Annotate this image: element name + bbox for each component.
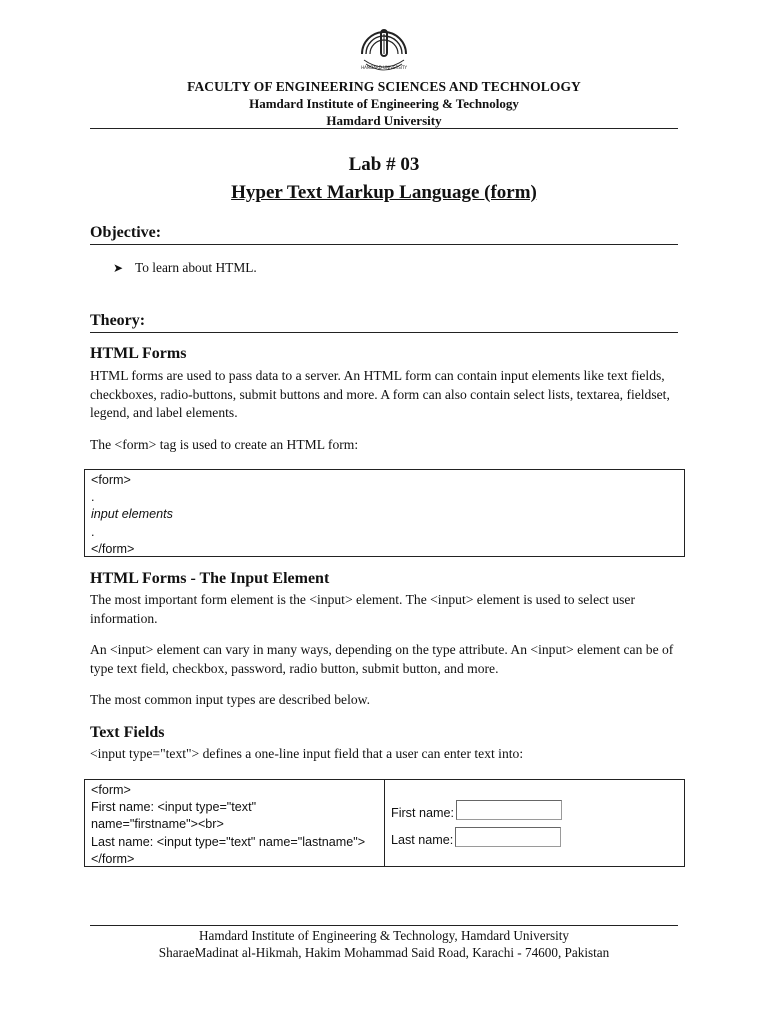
objective-rule [90, 244, 678, 245]
theory-rule [90, 332, 678, 333]
footer-rule [90, 925, 678, 926]
code-line: Last name: <input type="text" name="lastname"> [91, 834, 366, 849]
lab-number: Lab # 03 [348, 154, 420, 175]
last-name-input[interactable] [455, 827, 561, 847]
input-paragraph-3: The most common input types are described below. [90, 692, 370, 707]
code-line: <form> [91, 783, 131, 797]
code-line: . [91, 524, 95, 539]
code-line: <form> [91, 473, 131, 487]
input-paragraph-2: An <input> element can vary in many ways, depending on the type attribute. An <input> element can be of type text field, checkbox, password, radio button, submit button, and more. [90, 642, 674, 676]
first-name-row [391, 796, 678, 823]
university-logo [354, 24, 414, 76]
theory-heading: Theory: [90, 312, 146, 329]
text-fields-paragraph: <input type="text"> defines a one-line input field that a user can enter text into: [90, 746, 524, 761]
first-name-label: First name: [391, 805, 454, 820]
code-line: . [91, 490, 95, 505]
code-line: input elements [91, 507, 173, 522]
html-forms-heading: HTML Forms [90, 345, 187, 362]
last-name-row [391, 823, 678, 850]
university-title: Hamdard University [326, 113, 442, 128]
objective-bullet-text: To learn about HTML. [135, 260, 257, 275]
first-name-input[interactable] [456, 800, 562, 820]
objective-heading: Objective: [90, 224, 162, 241]
example-code-cell [85, 780, 385, 866]
form-code-box [84, 469, 685, 557]
text-fields-example-table [84, 779, 685, 867]
example-render-cell [385, 780, 684, 866]
code-line: </form> [91, 851, 135, 866]
logo-text: HAMDARD UNIVERSITY [361, 65, 407, 70]
form-tag-paragraph: The <form> tag is used to create an HTML form: [90, 437, 359, 452]
objective-bullet [113, 260, 257, 276]
header-rule [90, 128, 678, 129]
text-fields-heading: Text Fields [90, 724, 165, 741]
html-forms-paragraph: HTML forms are used to pass data to a server. An HTML form can contain input elements like text fields, checkboxes, radio-buttons, submit buttons and more. A form can also contain select lists, textarea, fieldset, legend, and label elements. [90, 368, 670, 420]
lab-title [0, 182, 768, 204]
last-name-label: Last name: [391, 832, 454, 847]
code-line: </form> [91, 541, 135, 556]
code-line: First name: <input type="text" [91, 800, 257, 815]
institute-title: Hamdard Institute of Engineering & Technology [249, 96, 519, 111]
lab-title-text: Hyper Text Markup Language (form) [231, 182, 537, 203]
footer-line-1: Hamdard Institute of Engineering & Technology, Hamdard University [198, 928, 570, 943]
faculty-title: FACULTY OF ENGINEERING SCIENCES AND TECHNOLOGY [187, 79, 581, 94]
footer-line-2: SharaeMadinat al-Hikmah, Hakim Mohammad Said Road, Karachi - 74600, Pakistan [158, 945, 610, 960]
input-paragraph-1: The most important form element is the <input> element. The <input> element is used to select user information. [90, 592, 635, 626]
code-line: name="firstname"><br> [91, 817, 224, 832]
arrow-bullet-icon: ➤ [113, 261, 124, 275]
input-element-heading: HTML Forms - The Input Element [90, 570, 330, 587]
